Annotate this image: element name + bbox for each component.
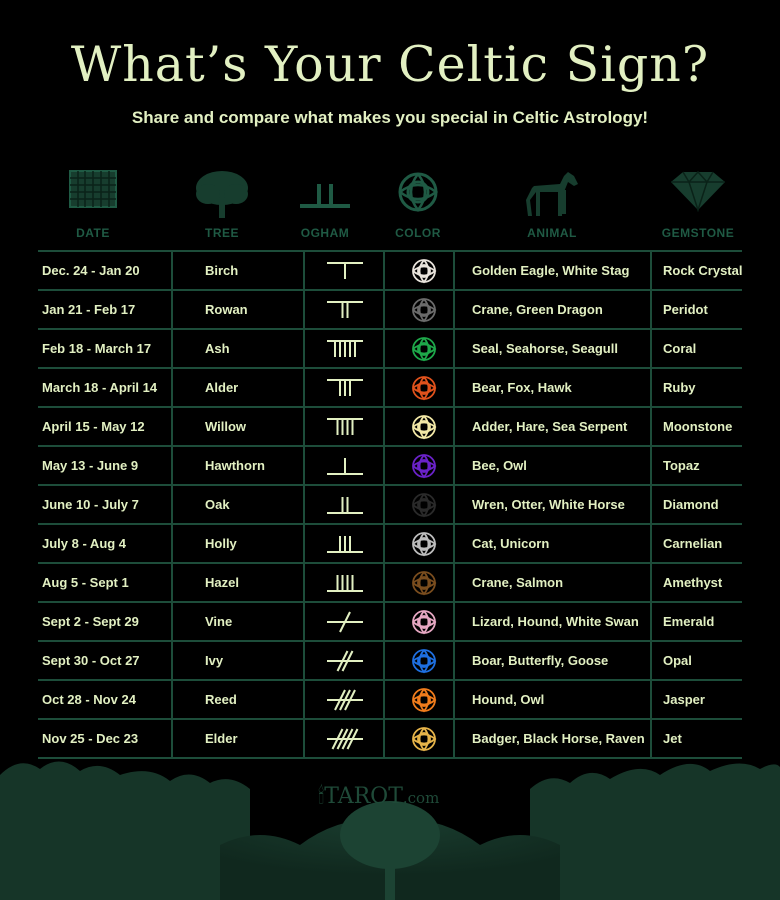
- animal-cell: Lizard, Hound, White Swan: [472, 614, 639, 629]
- table-row-3: [38, 330, 742, 369]
- animal-cell: Crane, Green Dragon: [472, 302, 603, 317]
- tree-header-label: TREE: [204, 226, 239, 240]
- candle-icon: 🕯: [318, 784, 325, 809]
- gemstone-cell: Coral: [663, 341, 697, 356]
- celtic-signs-table: [38, 250, 742, 759]
- date-cell: June 10 - July 7: [42, 497, 139, 512]
- celtic-knot-icon: [411, 492, 437, 518]
- animal-cell: Bee, Owl: [472, 458, 527, 473]
- date-cell: April 15 - May 12: [42, 419, 145, 434]
- date-cell: Dec. 24 - Jan 20: [42, 263, 140, 278]
- celtic-knot-icon: [411, 687, 437, 713]
- celtic-knot-icon: [411, 258, 437, 284]
- table-row-13: [38, 720, 742, 759]
- animal-cell: Badger, Black Horse, Raven: [472, 731, 645, 746]
- color-column-header: [383, 170, 453, 240]
- date-cell: Oct 28 - Nov 24: [42, 692, 136, 707]
- gemstone-header-label: GEMSTONE: [661, 226, 735, 240]
- ogham-cell: [305, 681, 385, 718]
- tree-cell: Alder: [205, 380, 239, 395]
- ogham-cell: [305, 486, 385, 523]
- table-row-4: [38, 369, 742, 408]
- celtic-knot-icon: [411, 648, 437, 674]
- gemstone-cell: Jasper: [663, 692, 705, 707]
- date-cell: July 8 - Aug 4: [42, 536, 127, 551]
- gemstone-cell: Diamond: [663, 497, 719, 512]
- tree-cell: Holly: [205, 536, 237, 551]
- animal-cell: Wren, Otter, White Horse: [472, 497, 625, 512]
- ogham-cell: [305, 642, 385, 679]
- table-row-2: [38, 291, 742, 330]
- animal-cell: Boar, Butterfly, Goose: [472, 653, 609, 668]
- ogham-symbol-icon: [323, 374, 367, 400]
- gemstone-cell: Topaz: [663, 458, 700, 473]
- table-row-1: [38, 252, 742, 291]
- gemstone-cell: Ruby: [663, 380, 696, 395]
- forest-silhouette: [0, 755, 780, 900]
- animal-cell: Crane, Salmon: [472, 575, 564, 590]
- ogham-symbol-icon: [323, 296, 367, 322]
- tree-cell: Oak: [205, 497, 230, 512]
- ogham-symbol-icon: [323, 569, 367, 595]
- tree-cell: Hazel: [205, 575, 239, 590]
- celtic-knot-icon: [411, 726, 437, 752]
- table-row-11: [38, 642, 742, 681]
- ogham-column-header: [290, 170, 360, 240]
- ogham-cell: [305, 252, 385, 289]
- date-cell: Aug 5 - Sept 1: [42, 575, 129, 590]
- ogham-cell: [305, 564, 385, 601]
- logo-main: TAROT: [324, 784, 403, 809]
- animal-column-header: [500, 170, 604, 240]
- date-cell: March 18 - April 14: [42, 380, 158, 395]
- ogham-symbol-icon: [323, 413, 367, 439]
- tree-cell: Vine: [205, 614, 233, 629]
- celtic-knot-icon: [411, 531, 437, 557]
- page-subtitle: Share and compare what makes you special in Celtic Astrology!: [131, 108, 649, 127]
- animal-cell: Bear, Fox, Hawk: [472, 380, 572, 395]
- gemstone-cell: Carnelian: [663, 536, 723, 551]
- gemstone-cell: Jet: [663, 731, 682, 746]
- ogham-cell: [305, 525, 385, 562]
- gemstone-cell: Peridot: [663, 302, 708, 317]
- ogham-symbol-icon: [323, 725, 367, 751]
- table-row-10: [38, 603, 742, 642]
- table-row-12: [38, 681, 742, 720]
- ogham-cell: [305, 369, 385, 406]
- color-header-label: COLOR: [395, 226, 441, 240]
- gemstone-column-header: [656, 170, 740, 240]
- tree-cell: Willow: [205, 419, 247, 434]
- celtic-knot-icon: [411, 375, 437, 401]
- ogham-cell: [305, 291, 385, 328]
- animal-cell: Seal, Seahorse, Seagull: [472, 341, 618, 356]
- animal-cell: Cat, Unicorn: [472, 536, 550, 551]
- tree-cell: Ivy: [205, 653, 224, 668]
- date-cell: Nov 25 - Dec 23: [42, 731, 139, 746]
- celtic-knot-icon: [411, 609, 437, 635]
- celtic-knot-icon: [411, 297, 437, 323]
- ogham-cell: [305, 720, 385, 757]
- ogham-symbol-icon: [323, 530, 367, 556]
- ogham-symbol-icon: [323, 608, 367, 634]
- gemstone-cell: Moonstone: [663, 419, 733, 434]
- ogham-cell: [305, 603, 385, 640]
- table-row-9: [38, 564, 742, 603]
- tree-cell: Rowan: [205, 302, 248, 317]
- ogham-symbol-icon: [323, 452, 367, 478]
- gemstone-cell: Rock Crystal: [663, 263, 743, 278]
- horse-icon: [522, 170, 582, 218]
- date-column-header: [58, 170, 128, 240]
- date-cell: Jan 21 - Feb 17: [42, 302, 136, 317]
- ogham-symbol-icon: [323, 491, 367, 517]
- logo-suffix: .com: [402, 789, 440, 807]
- tree-cell: Ash: [205, 341, 230, 356]
- table-row-6: [38, 447, 742, 486]
- ogham-cell: [305, 408, 385, 445]
- celtic-knot-icon: [411, 414, 437, 440]
- celtic-knot-icon: [411, 453, 437, 479]
- animal-cell: Golden Eagle, White Stag: [472, 263, 630, 278]
- ogham-cell: [305, 447, 385, 484]
- ogham-symbol-icon: [323, 335, 367, 361]
- gemstone-cell: Emerald: [663, 614, 715, 629]
- ogham-symbol-icon: [323, 647, 367, 673]
- tree-cell: Hawthorn: [205, 458, 265, 473]
- table-header: [0, 170, 780, 250]
- tree-cell: Reed: [205, 692, 237, 707]
- ogham-icon: [298, 170, 352, 210]
- date-cell: Feb 18 - March 17: [42, 341, 152, 356]
- tree-cell: Elder: [205, 731, 238, 746]
- celtic-knot-icon: [411, 336, 437, 362]
- gemstone-icon: [669, 170, 727, 212]
- animal-header-label: ANIMAL: [527, 226, 577, 240]
- ogham-symbol-icon: [323, 257, 367, 283]
- date-cell: May 13 - June 9: [42, 458, 139, 473]
- tree-icon: [194, 170, 250, 220]
- ogham-symbol-icon: [323, 686, 367, 712]
- animal-cell: Hound, Owl: [472, 692, 545, 707]
- tarot-logo[interactable]: [318, 784, 439, 809]
- table-row-7: [38, 486, 742, 525]
- celtic-knot-icon: [411, 570, 437, 596]
- ogham-cell: [305, 330, 385, 367]
- ogham-header-label: OGHAM: [300, 226, 350, 240]
- calendar-icon: [69, 170, 117, 208]
- celtic-knot-icon: [396, 170, 440, 214]
- table-row-8: [38, 525, 742, 564]
- animal-cell: Adder, Hare, Sea Serpent: [472, 419, 628, 434]
- date-cell: Sept 30 - Oct 27: [42, 653, 140, 668]
- gemstone-cell: Amethyst: [663, 575, 723, 590]
- tree-cell: Birch: [205, 263, 239, 278]
- table-row-5: [38, 408, 742, 447]
- date-header-label: DATE: [76, 226, 110, 240]
- page-title: What’s Your Celtic Sign?: [70, 36, 710, 93]
- gemstone-cell: Opal: [663, 653, 692, 668]
- date-cell: Sept 2 - Sept 29: [42, 614, 139, 629]
- tree-column-header: [186, 170, 258, 240]
